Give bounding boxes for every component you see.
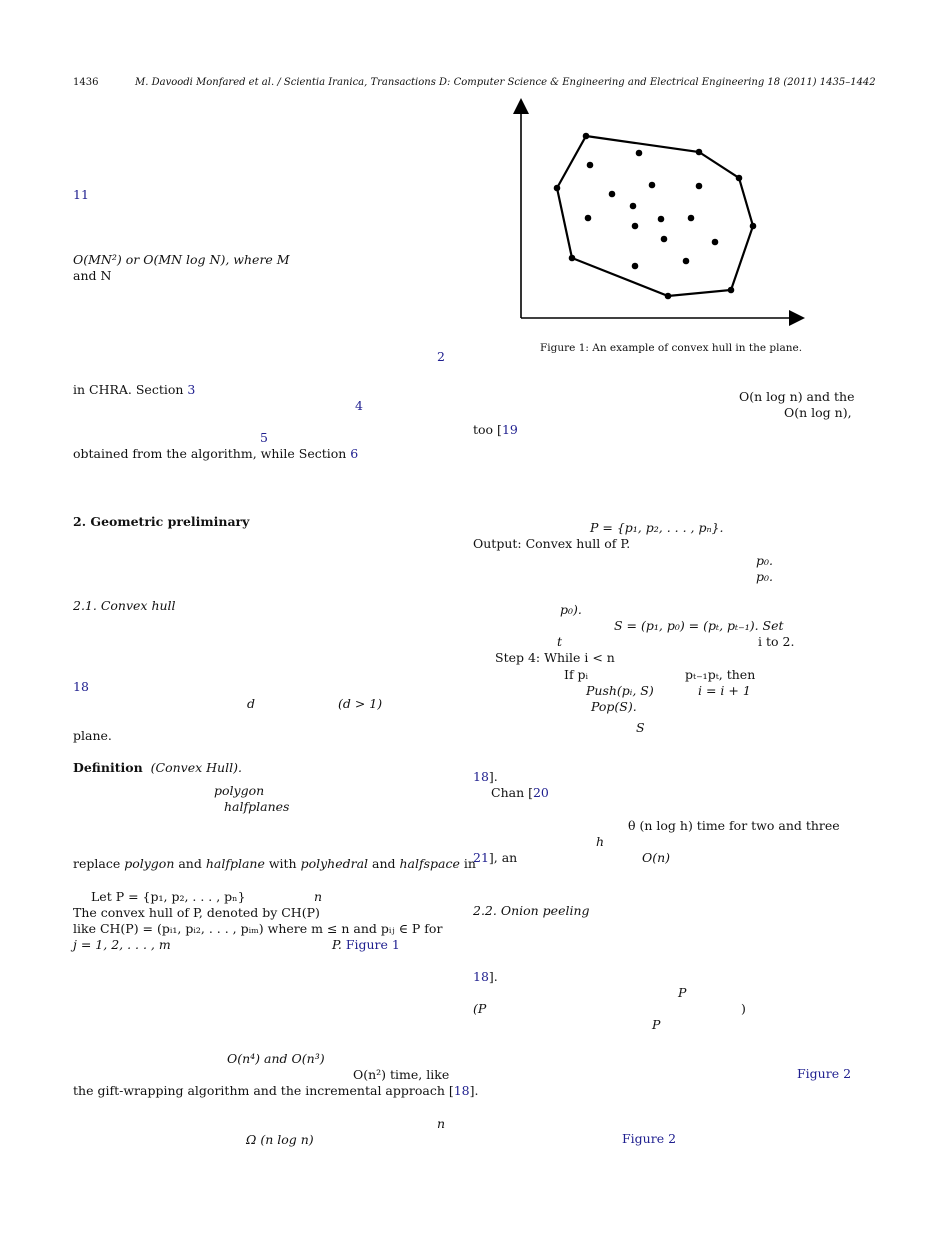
var-d: d [247, 696, 256, 711]
i-to-2-text: i to 2. [758, 634, 795, 649]
halfplanes-term: halfplanes [224, 799, 290, 814]
too-text: too [ [473, 422, 502, 437]
input-set: P = {p₁, p₂, . . . , pₙ}. [590, 520, 724, 535]
figure-2-link[interactable]: Figure 2 [622, 1131, 677, 1146]
obtained-line [73, 446, 358, 462]
chra-text: in CHRA. Section [73, 382, 188, 397]
too-line [473, 422, 518, 438]
theta-bound-text: θ (n log h) time for two and three [628, 818, 840, 833]
plane-text: plane. [73, 728, 112, 743]
ch-sequence-text: like CH(P) = (pᵢ₁, pᵢ₂, . . . , pᵢₘ) where m ≤ n and pᵢⱼ ∈ P for [73, 921, 443, 936]
polygon-word: polygon [124, 856, 175, 871]
subsection-2-1-heading: 2.1. Convex hull [73, 598, 176, 613]
chan-line [491, 785, 549, 801]
text-span: ]. [488, 969, 498, 984]
p-paren-text: (P [473, 1001, 487, 1016]
text-span: and [174, 856, 206, 871]
chra-line [73, 382, 195, 398]
ref-link-18[interactable]: 18 [453, 1083, 470, 1098]
gift-wrapping-text: the gift-wrapping algorithm and the incremental approach [ [73, 1083, 454, 1098]
linear-bound-text: O(n) [642, 850, 671, 865]
var-t: t [557, 634, 563, 649]
push-text: Push(pᵢ, S) [586, 683, 654, 698]
definition-label: Definition [73, 760, 143, 775]
var-h: h [596, 834, 605, 849]
ref-18-line [473, 769, 498, 785]
let-p-text: Let P = {p₁, p₂, . . . , pₙ} [91, 889, 246, 904]
ref-link-section-6[interactable]: 6 [350, 446, 359, 461]
increment-text: i = i + 1 [698, 683, 751, 698]
var-p: P [678, 985, 687, 1000]
interior-points [585, 150, 719, 270]
ref-link-19[interactable]: 19 [501, 422, 518, 437]
chan-text: Chan [ [491, 785, 533, 800]
ref-link-section-2[interactable]: 2 [437, 349, 445, 364]
p0-text: p₀. [756, 569, 773, 584]
ref-link-21[interactable]: 21 [473, 850, 489, 865]
ref-link-18[interactable]: 18 [473, 769, 489, 784]
page-number: 1436 [73, 77, 99, 88]
pop-text: Pop(S). [591, 699, 637, 714]
figure-1-caption: Figure 1: An example of convex hull in the plane. [540, 342, 803, 354]
ref-link-18[interactable]: 18 [73, 679, 89, 694]
var-s: S [636, 720, 645, 735]
replace-line [73, 856, 476, 872]
paren-close: ) [741, 1001, 746, 1016]
on4-on3-text: O(n⁴) and O(n³) [227, 1051, 325, 1066]
subsection-2-2-heading: 2.2. Onion peeling [473, 903, 590, 918]
hull-vertices [554, 133, 757, 300]
halfplane-word: halfplane [205, 856, 265, 871]
halfspace-word: halfspace [399, 856, 460, 871]
var-p: P [652, 1017, 661, 1032]
onlogn-text-2: O(n log n), [784, 405, 852, 420]
output-text: Output: Convex hull of P. [473, 536, 631, 551]
text-span: ], an [488, 850, 518, 865]
definition-name: (Convex Hull). [150, 760, 242, 775]
ref-link-11[interactable]: 11 [73, 187, 89, 202]
polygon-term: polygon [214, 783, 265, 798]
ref-link-section-5[interactable]: 5 [260, 430, 268, 445]
ref-link-section-3[interactable]: 3 [187, 382, 196, 397]
p-dot: P. [332, 937, 346, 952]
text-span: replace [73, 856, 125, 871]
ref-link-20[interactable]: 20 [532, 785, 549, 800]
text-span: with [264, 856, 301, 871]
omega-bound: Ω (n log n) [246, 1132, 314, 1147]
ref-18-line [473, 969, 498, 985]
onlogn-text: O(n log n) and the [739, 389, 855, 404]
d-condition: (d > 1) [338, 696, 383, 711]
running-title: M. Davoodi Monfared et al. / Scientia Iranica, Transactions D: Computer Science & Engineering and Electrical Engineering 18 (2011) 1435–1442 [135, 77, 876, 88]
step-4-text: Step 4: While i < n [495, 650, 615, 665]
var-n: n [314, 889, 323, 904]
figure-2-link[interactable]: Figure 2 [797, 1066, 852, 1081]
section-2-heading: 2. Geometric preliminary [73, 514, 250, 529]
ref-link-section-4[interactable]: 4 [355, 398, 363, 413]
figure-1-ref-line [332, 937, 400, 953]
text-span: ]. [488, 769, 498, 784]
on2-text: O(n²) time, like [353, 1067, 450, 1082]
definition-line [73, 760, 242, 776]
p0-text: p₀). [560, 602, 582, 617]
polyhedral-word: polyhedral [300, 856, 369, 871]
text-span: and [368, 856, 400, 871]
obtained-text: obtained from the algorithm, while Section [73, 446, 351, 461]
ref-21-line [473, 850, 517, 866]
and-n-text: and N [73, 268, 112, 283]
gift-wrapping-line [73, 1083, 479, 1099]
p0-text: p₀. [756, 553, 773, 568]
then-text: pₜ₋₁pₜ, then [685, 667, 756, 682]
j-range-text: j = 1, 2, . . . , m [73, 937, 171, 952]
ref-link-18[interactable]: 18 [473, 969, 489, 984]
convex-hull-def-text: The convex hull of P, denoted by CH(P) [73, 905, 320, 920]
complexity-text: O(MN²) or O(MN log N), where M [73, 252, 290, 267]
stack-init-text: S = (p₁, p₀) = (pₜ, pₜ₋₁). Set [614, 618, 784, 633]
var-n: n [437, 1116, 446, 1131]
text-span: in [459, 856, 476, 871]
if-pi-text: If pᵢ [564, 667, 589, 682]
figure-1-link[interactable]: Figure 1 [345, 937, 400, 952]
text-span: ]. [469, 1083, 479, 1098]
convex-hull-figure [505, 98, 805, 328]
